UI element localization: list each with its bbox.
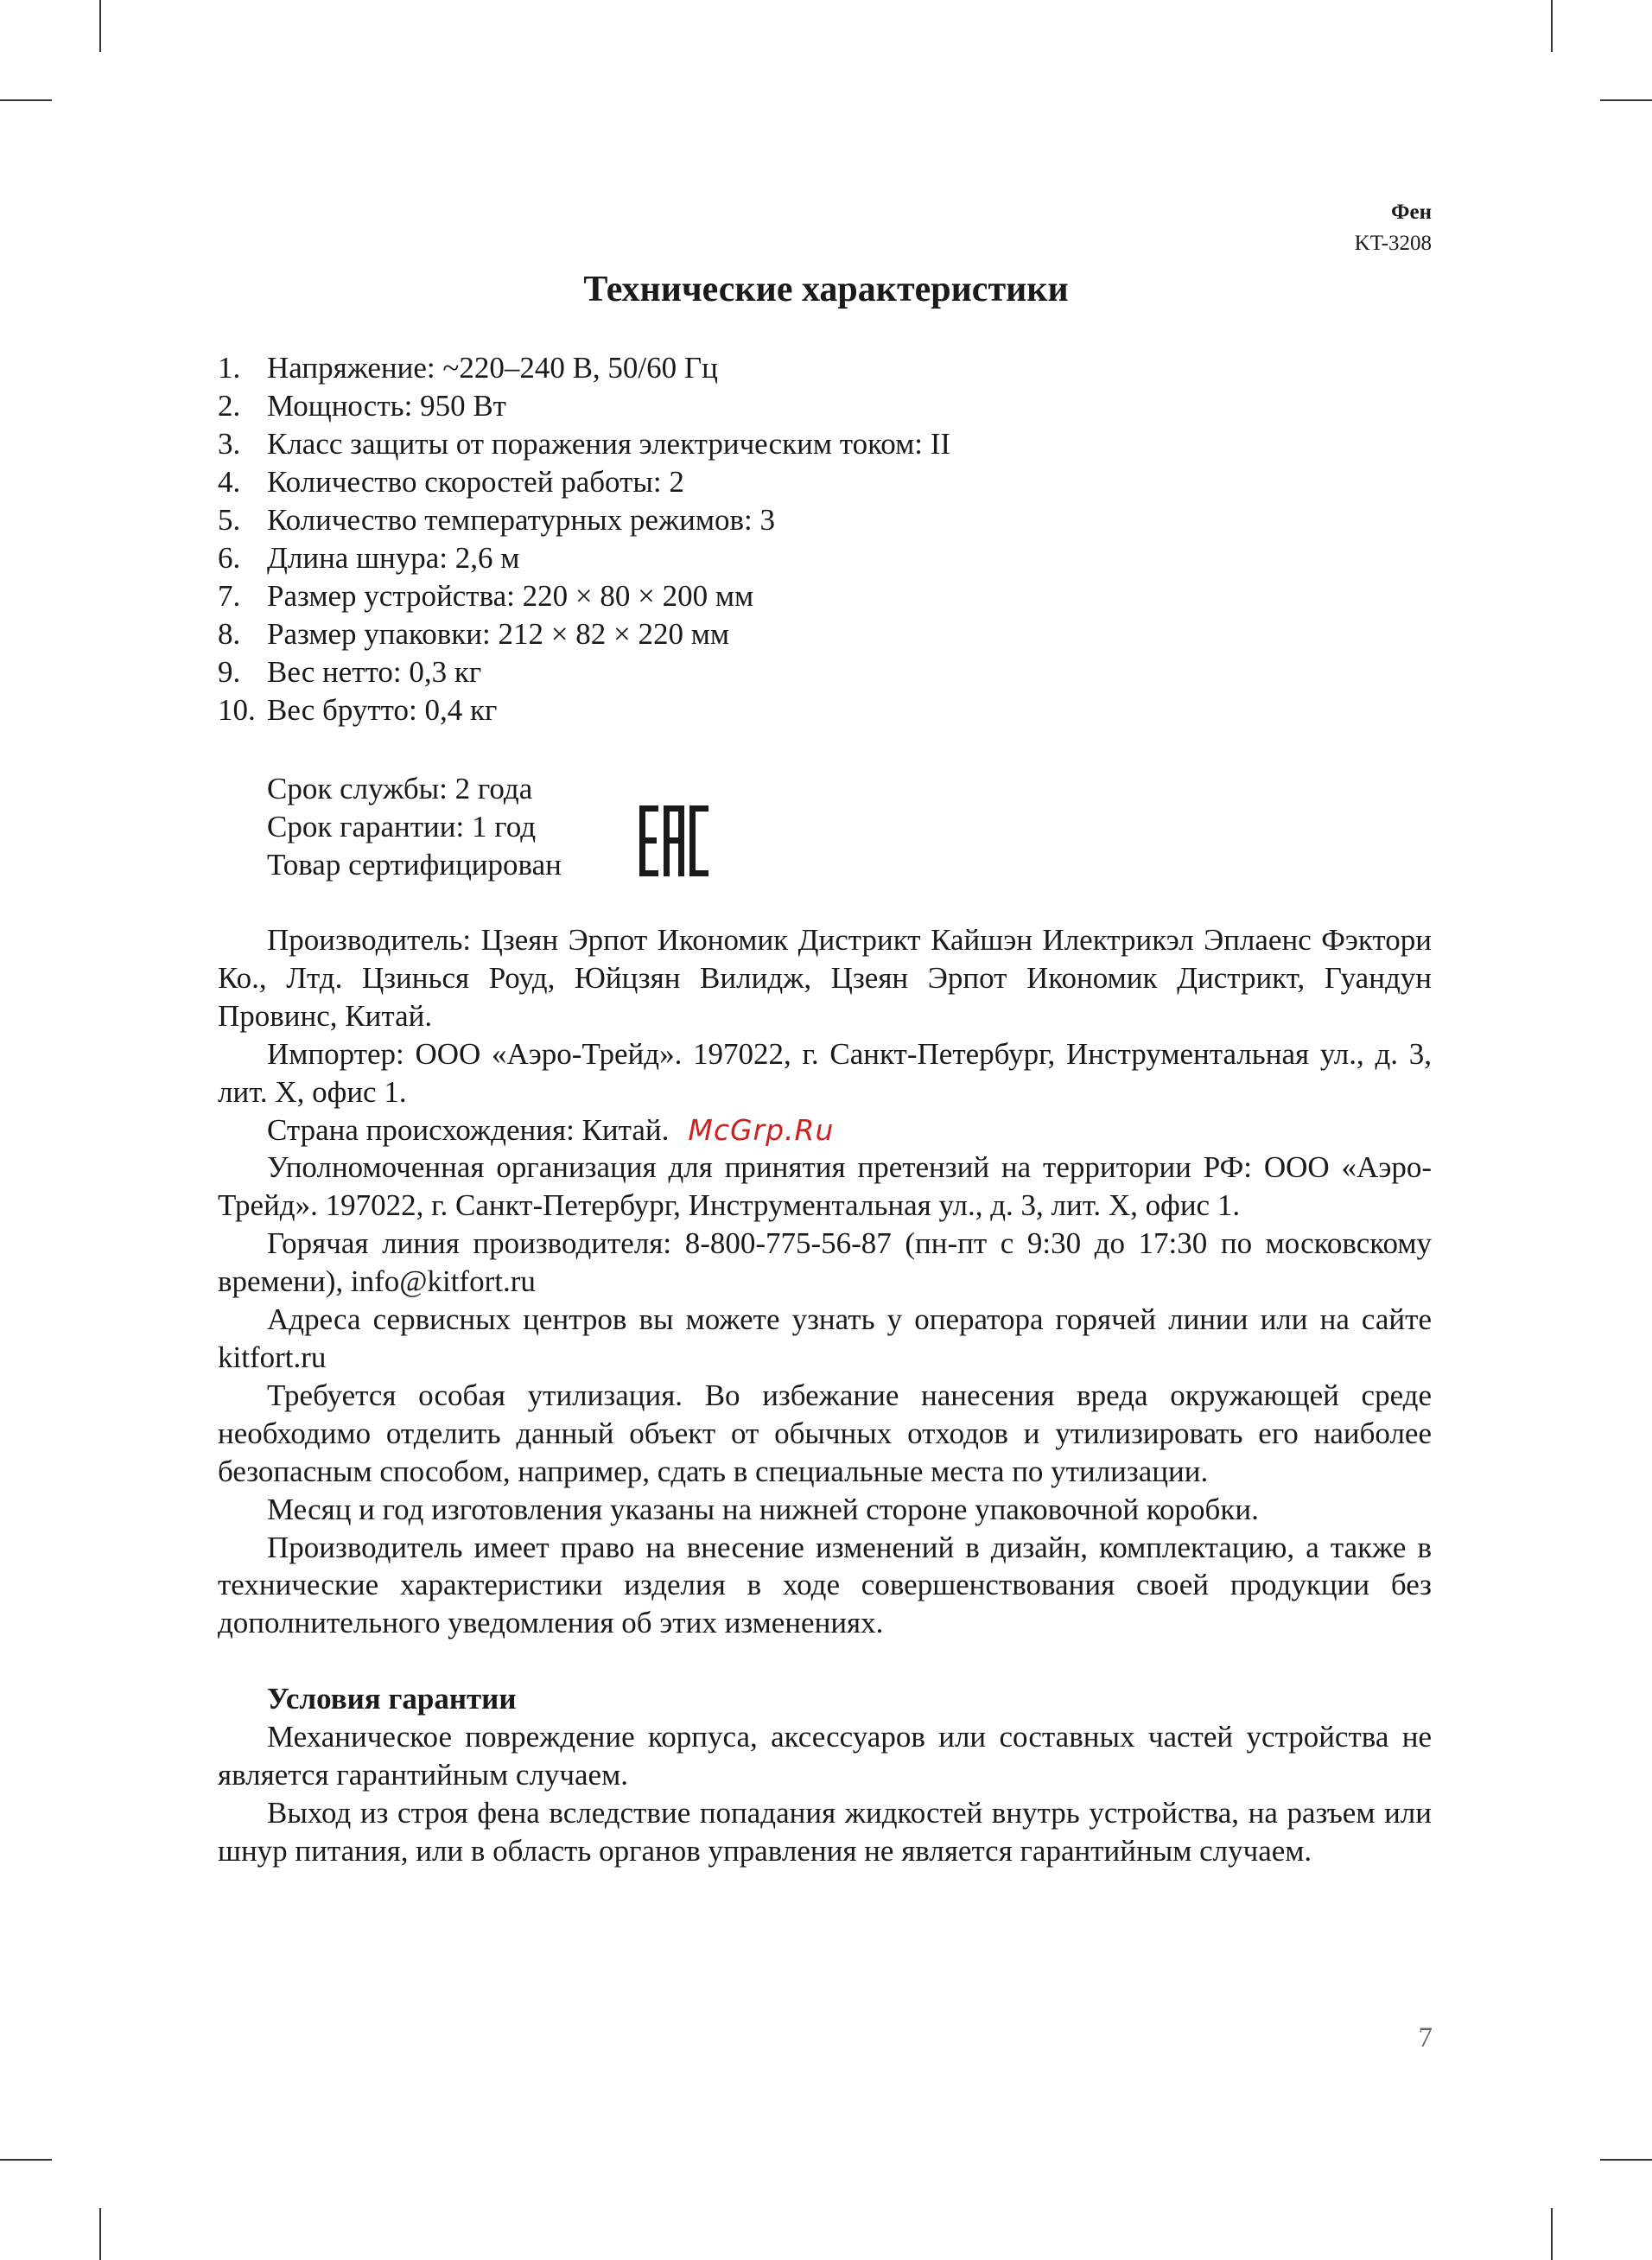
- list-item: [218, 463, 950, 501]
- page-number: 7: [1418, 2022, 1433, 2053]
- item-text: Количество температурных режимов: 3: [267, 503, 776, 537]
- item-text: Напряжение: ~220–240 В, 50/60 Гц: [267, 351, 718, 385]
- service-info: [267, 770, 562, 884]
- service-centers-paragraph: Адреса сервисных центров вы можете узнать у оператора горячей линии или на сайте kitfort.ru: [218, 1302, 1432, 1374]
- crop-mark: [1600, 2159, 1652, 2161]
- crop-mark: [99, 0, 101, 52]
- hotline-paragraph: Горячая линия производителя: 8-800-775-56-87 (пн-пт с 9:30 до 17:30 по московскому времени), info@kitfort.ru: [218, 1226, 1432, 1299]
- crop-mark: [1551, 0, 1553, 52]
- item-text: Размер упаковки: 212 × 82 × 220 мм: [267, 617, 730, 651]
- item-text: Длина шнура: 2,6 м: [267, 541, 520, 575]
- item-number: 3.: [218, 427, 241, 461]
- crop-mark: [1551, 2208, 1553, 2260]
- page-title: Технические характеристики: [583, 270, 1069, 309]
- list-item: [218, 691, 950, 729]
- item-text: Вес брутто: 0,4 кг: [267, 693, 498, 727]
- item-text: Класс защиты от поражения электрическим током: II: [267, 427, 951, 461]
- model-number: KT-3208: [1354, 232, 1432, 255]
- list-item: [218, 539, 950, 577]
- changes-paragraph: Производитель имеет право на внесение изменений в дизайн, комплектацию, а также в технические характеристики изделия в ходе совершенствования своей продукции без дополнительного уведомления об этих изменениях.: [218, 1530, 1432, 1640]
- list-item: [218, 615, 950, 653]
- item-text: Размер устройства: 220 × 80 × 200 мм: [267, 579, 754, 613]
- list-item: [218, 349, 950, 387]
- running-header: [1355, 197, 1432, 259]
- origin-text: Страна происхождения: Китай.: [267, 1112, 670, 1147]
- product-name: Фен: [1391, 201, 1432, 224]
- crop-mark: [0, 2159, 52, 2161]
- spec-list: [218, 349, 950, 729]
- item-number: 10.: [218, 693, 256, 727]
- warranty-damage-paragraph: Механическое повреждение корпуса, аксессуаров или составных частей устройства не является гарантийным случаем.: [218, 1720, 1432, 1792]
- item-text: Количество скоростей работы: 2: [267, 465, 684, 499]
- item-number: 8.: [218, 617, 241, 651]
- item-number: 1.: [218, 351, 241, 385]
- warranty-liquid-paragraph: Выход из строя фена вследствие попадания жидкостей внутрь устройства, на разъем или шнур питания, или в область органов управления не является гарантийным случаем.: [218, 1795, 1432, 1868]
- list-item: [218, 577, 950, 615]
- item-number: 6.: [218, 541, 241, 575]
- crop-mark: [1600, 99, 1652, 101]
- list-item: [218, 501, 950, 539]
- list-item: [218, 425, 950, 463]
- certification-note: Товар сертифицирован: [267, 848, 562, 882]
- item-number: 5.: [218, 503, 241, 537]
- document-body: [218, 921, 1432, 1870]
- list-item: [218, 653, 950, 691]
- item-number: 9.: [218, 655, 241, 689]
- eac-certification-icon: [639, 805, 708, 876]
- item-text: Мощность: 950 Вт: [267, 389, 506, 423]
- service-life: Срок службы: 2 года: [267, 772, 533, 805]
- item-number: 7.: [218, 579, 241, 613]
- crop-mark: [0, 99, 52, 101]
- list-item: [218, 387, 950, 425]
- warranty-period: Срок гарантии: 1 год: [267, 810, 537, 844]
- manufacturer-paragraph: Производитель: Цзеян Эрпот Икономик Дистрикт Кайшэн Илектрикэл Эплаенс Фэктори Ко., Лтд. Цзинься Роуд, Юйцзян Вилидж, Цзеян Эрпот Икономик Дистрикт, Гуандун Провинс, Китай.: [218, 923, 1432, 1033]
- disposal-paragraph: Требуется особая утилизация. Во избежание нанесения вреда окружающей среде необходимо отделить данный объект от обычных отходов и утилизировать его наиболее безопасным способом, например, сдать в специальные места по утилизации.: [218, 1378, 1432, 1488]
- item-text: Вес нетто: 0,3 кг: [267, 655, 482, 689]
- watermark-text: McGrp.Ru: [688, 1112, 835, 1147]
- crop-mark: [99, 2208, 101, 2260]
- manufacture-date-paragraph: Месяц и год изготовления указаны на нижней стороне упаковочной коробки.: [267, 1492, 1259, 1526]
- item-number: 2.: [218, 389, 241, 423]
- importer-paragraph: Импортер: ООО «Аэро-Трейд». 197022, г. Санкт-Петербург, Инструментальная ул., д. 3, лит. Х, офис 1.: [218, 1036, 1432, 1109]
- origin-paragraph: [218, 1111, 1432, 1149]
- authorized-org-paragraph: Уполномоченная организация для принятия претензий на территории РФ: ООО «Аэро-Трейд». 197022, г. Санкт-Петербург, Инструментальная ул., д. 3, лит. Х, офис 1.: [218, 1150, 1432, 1223]
- warranty-heading: Условия гарантии: [267, 1682, 517, 1716]
- item-number: 4.: [218, 465, 241, 499]
